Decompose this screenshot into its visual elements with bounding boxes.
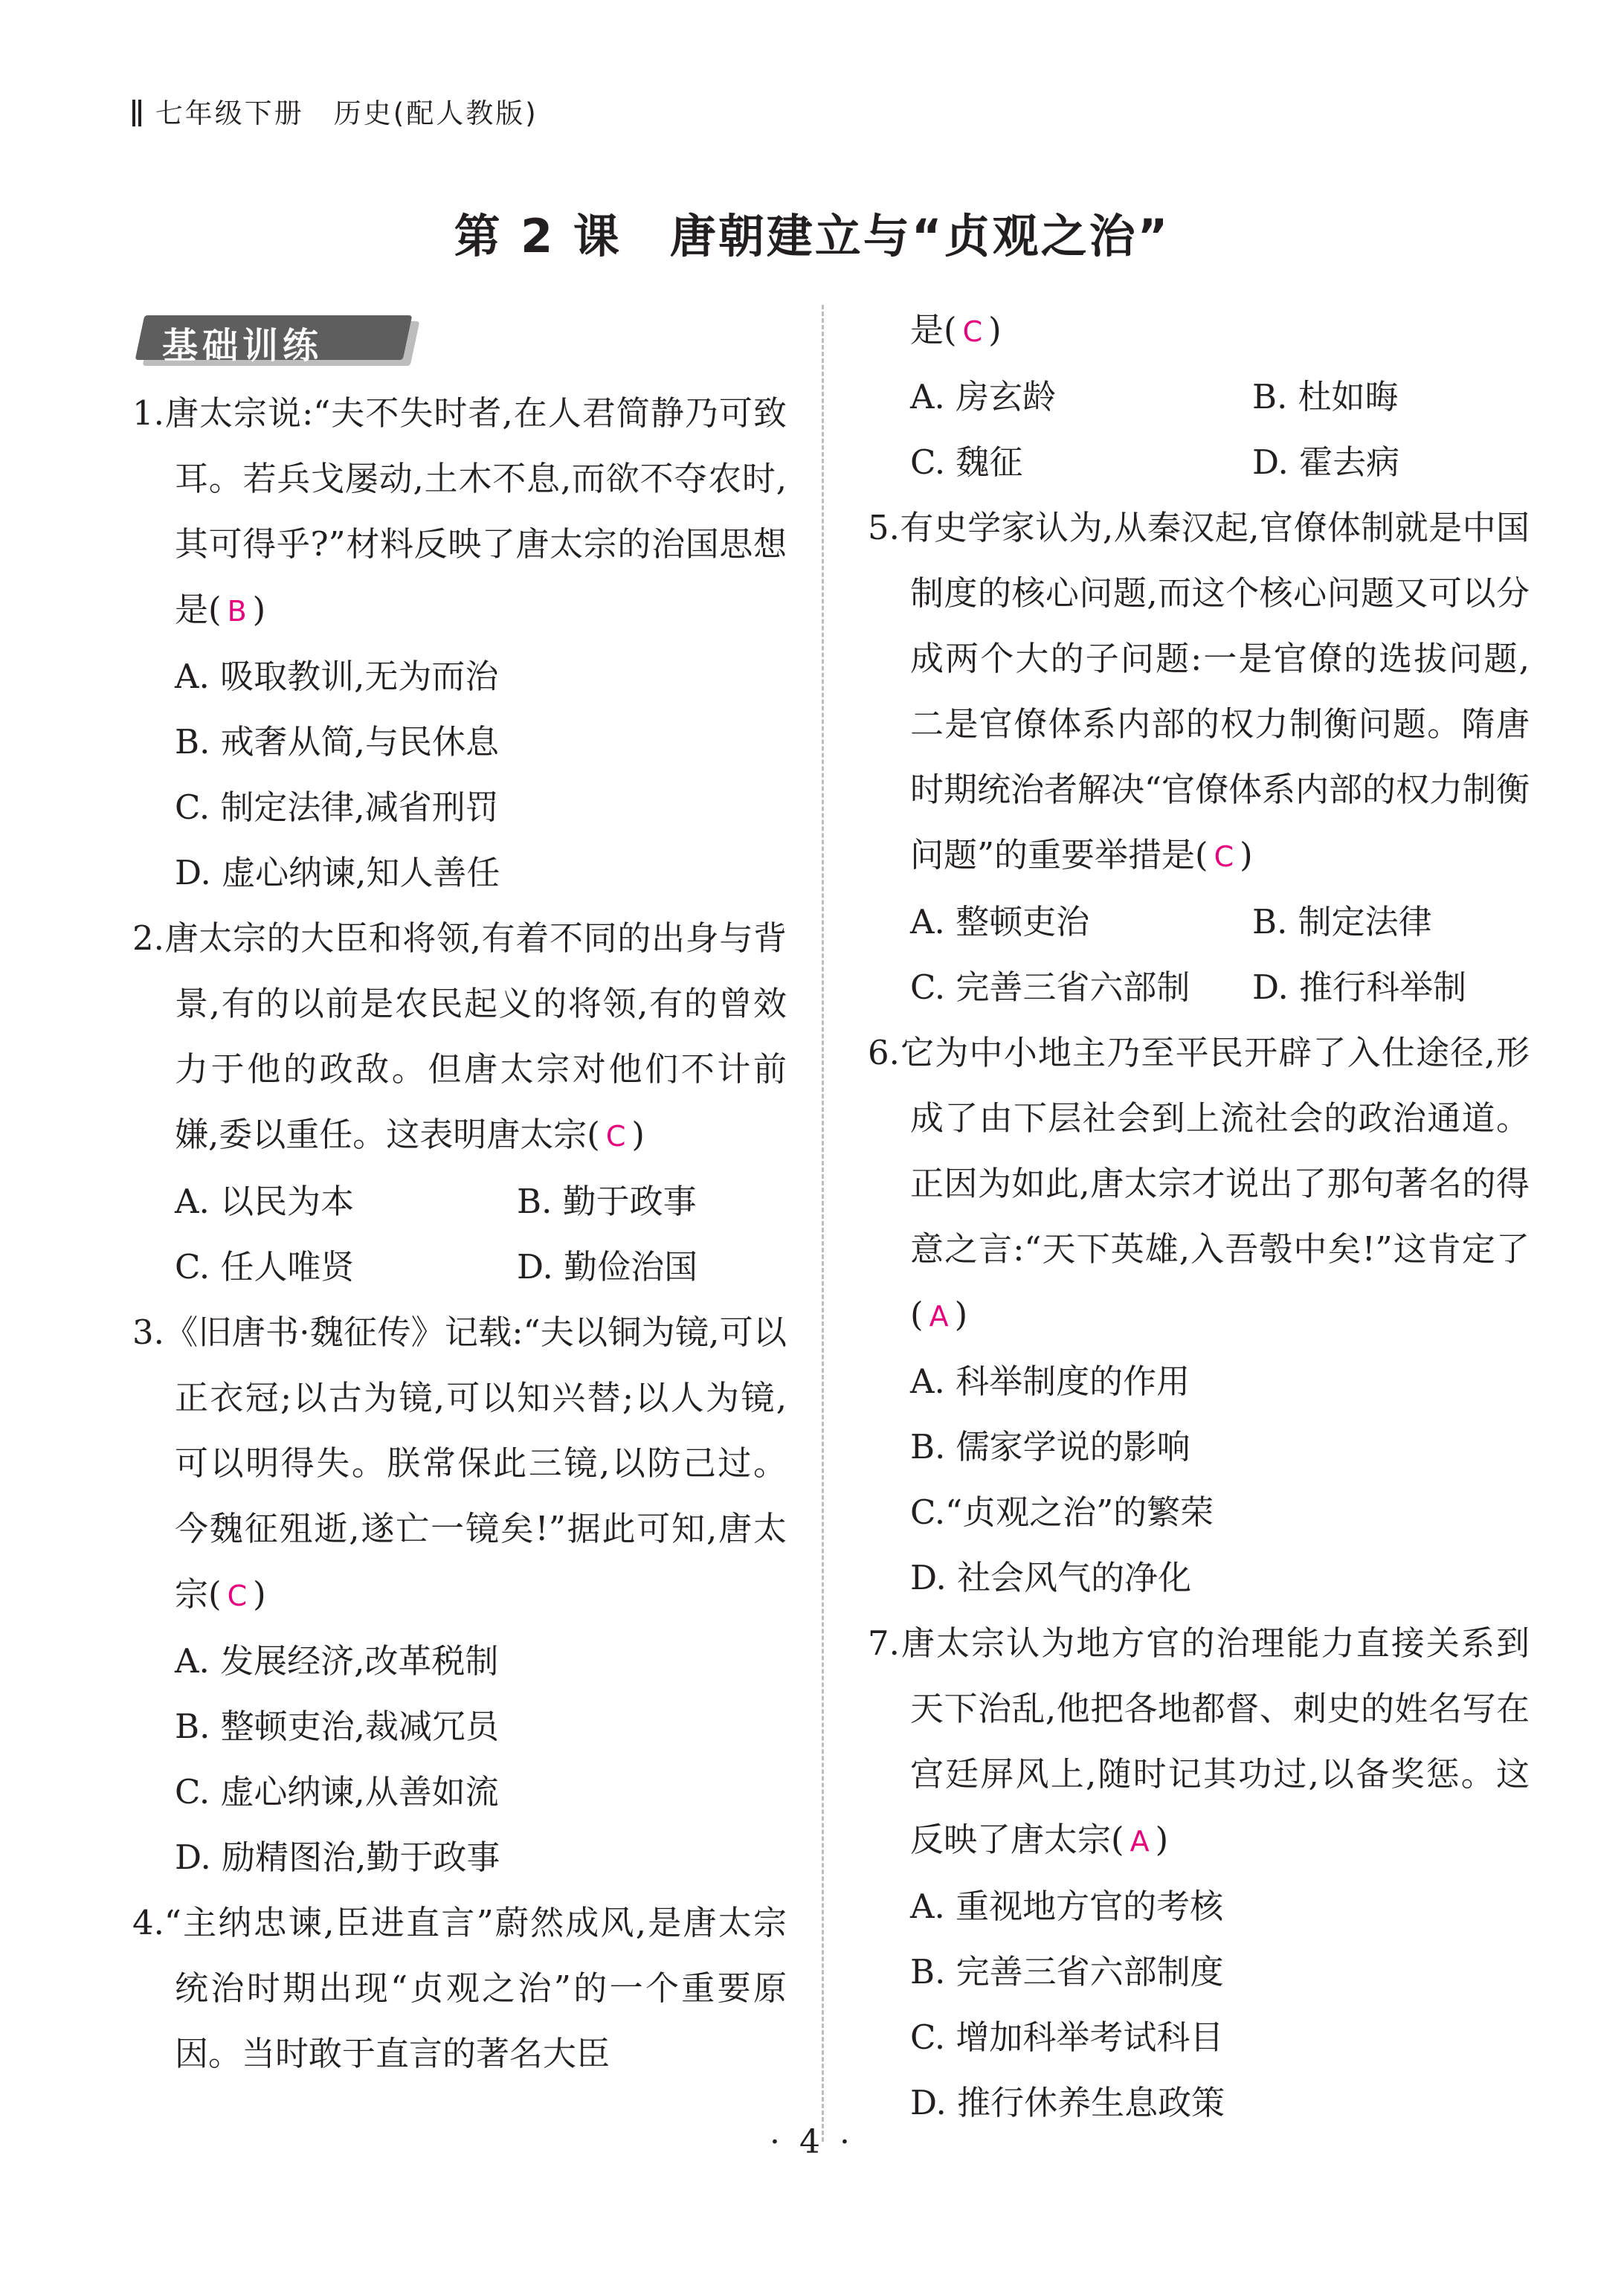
left-column: [132, 381, 787, 2087]
answer-mark: C: [962, 315, 983, 348]
section-tag-label: 基础训练: [162, 325, 323, 367]
answer-mark: C: [605, 1120, 626, 1153]
options-grid: [868, 364, 1530, 495]
answer-mark: C: [227, 1580, 248, 1612]
page-number: · 4 ·: [770, 2123, 854, 2161]
option-c: C. 增加科举考试科目: [910, 2018, 1224, 2057]
option-c: C. 完善三省六部制: [910, 967, 1190, 1007]
answer-mark: B: [227, 595, 247, 628]
question-7: [868, 1611, 1530, 2136]
question-stem: 3.《旧唐书·魏征传》记载:“夫以铜为镜,可以正衣冠;以古为镜,可以知兴替;以人为镜,可以明得失。朕常保此三镜,以防己过。今魏征殂逝,遂亡一镜矣!”据此可知,唐太宗( C ): [132, 1313, 787, 1614]
option-c: C.“贞观之治”的繁荣: [910, 1493, 1214, 1532]
header-bar-icon: [138, 100, 141, 126]
option-d: D. 霍去病: [1252, 442, 1400, 482]
option-a: A. 吸取教训,无为而治: [175, 657, 499, 696]
option-d: D. 推行休养生息政策: [910, 2083, 1225, 2122]
option-c: C. 制定法律,减省刑罚: [175, 788, 499, 827]
question-stem: 6.它为中小地主乃至平民开辟了入仕途径,形成了由下层社会到上流社会的政治通道。正因为如此,唐太宗才说出了那句著名的得意之言:“天下英雄,入吾彀中矣!”这肯定了( A ): [868, 1033, 1530, 1334]
right-column: [868, 297, 1530, 2136]
question-stem: 7.唐太宗认为地方官的治理能力直接关系到天下治乱,他把各地都督、刺史的姓名写在宫廷屏风上,随时记其功过,以备奖惩。这反映了唐太宗( A ): [868, 1623, 1530, 1859]
question-4-continued: [868, 297, 1530, 495]
option-d: D. 社会风气的净化: [910, 1558, 1192, 1597]
option-b: B. 杜如晦: [1252, 377, 1399, 416]
option-d: D. 虚心纳谏,知人善任: [175, 853, 500, 892]
lesson-title: 第 2 课 唐朝建立与“贞观之治”: [454, 209, 1170, 263]
question-2: [132, 906, 787, 1300]
question-stem: 2.唐太宗的大臣和将领,有着不同的出身与背景,有的以前是农民起义的将领,有的曾效力于他的政敌。但唐太宗对他们不计前嫌,委以重任。这表明唐太宗( C ): [132, 918, 787, 1154]
option-c: C. 任人唯贤: [175, 1247, 355, 1287]
option-b: B. 勤于政事: [517, 1182, 697, 1221]
running-header: [132, 91, 538, 131]
option-d: D. 推行科举制: [1252, 967, 1467, 1007]
header-text: 七年级下册 历史(配人教版): [155, 97, 538, 129]
option-a: A. 科举制度的作用: [910, 1362, 1190, 1401]
answer-mark: A: [929, 1300, 949, 1333]
section-tag: [134, 311, 416, 367]
question-4: [132, 1890, 787, 2087]
options-grid: [868, 889, 1530, 1020]
option-b: B. 完善三省六部制度: [910, 1952, 1224, 1991]
option-d: D. 励精图治,勤于政事: [175, 1838, 500, 1877]
question-stem: 5.有史学家认为,从秦汉起,官僚体制就是中国制度的核心问题,而这个核心问题又可以分成两个大的子问题:一是官僚的选拔问题,二是官僚体系内部的权力制衡问题。隋唐时期统治者解决“官僚体系内部的权力制衡问题”的重要举措是( C ): [868, 508, 1530, 875]
option-a: A. 发展经济,改革税制: [175, 1641, 499, 1681]
question-5: [868, 495, 1530, 1020]
option-a: A. 以民为本: [175, 1182, 355, 1221]
option-a: A. 整顿吏治: [910, 902, 1090, 941]
option-a: A. 房玄龄: [910, 377, 1057, 416]
question-6: [868, 1020, 1530, 1611]
option-b: B. 戒奢从简,与民休息: [175, 722, 499, 761]
question-3: [132, 1300, 787, 1890]
question-stem: 4.“主纳忠谏,臣进直言”蔚然成风,是唐太宗统治时期出现“贞观之治”的一个重要原因。当时敢于直言的著名大臣: [132, 1903, 787, 2073]
option-c: C. 虚心纳谏,从善如流: [175, 1772, 499, 1812]
header-bar-icon: [132, 100, 135, 126]
option-b: B. 整顿吏治,裁减冗员: [175, 1707, 499, 1746]
option-b: B. 儒家学说的影响: [910, 1427, 1190, 1466]
question-stem: 1.唐太宗说:“夫不失时者,在人君简静乃可致耳。若兵戈屡动,土木不息,而欲不夺农时,其可得乎?”材料反映了唐太宗的治国思想是( B ): [132, 393, 787, 629]
question-1: [132, 381, 787, 906]
options-grid: [132, 1169, 787, 1300]
answer-mark: C: [1214, 840, 1234, 873]
option-a: A. 重视地方官的考核: [910, 1887, 1224, 1926]
option-d: D. 勤俭治国: [517, 1247, 698, 1287]
option-b: B. 制定法律: [1252, 902, 1432, 941]
question-stem-tail: 是( C ): [910, 310, 1002, 350]
option-c: C. 魏征: [910, 442, 1023, 482]
answer-mark: A: [1130, 1825, 1150, 1858]
